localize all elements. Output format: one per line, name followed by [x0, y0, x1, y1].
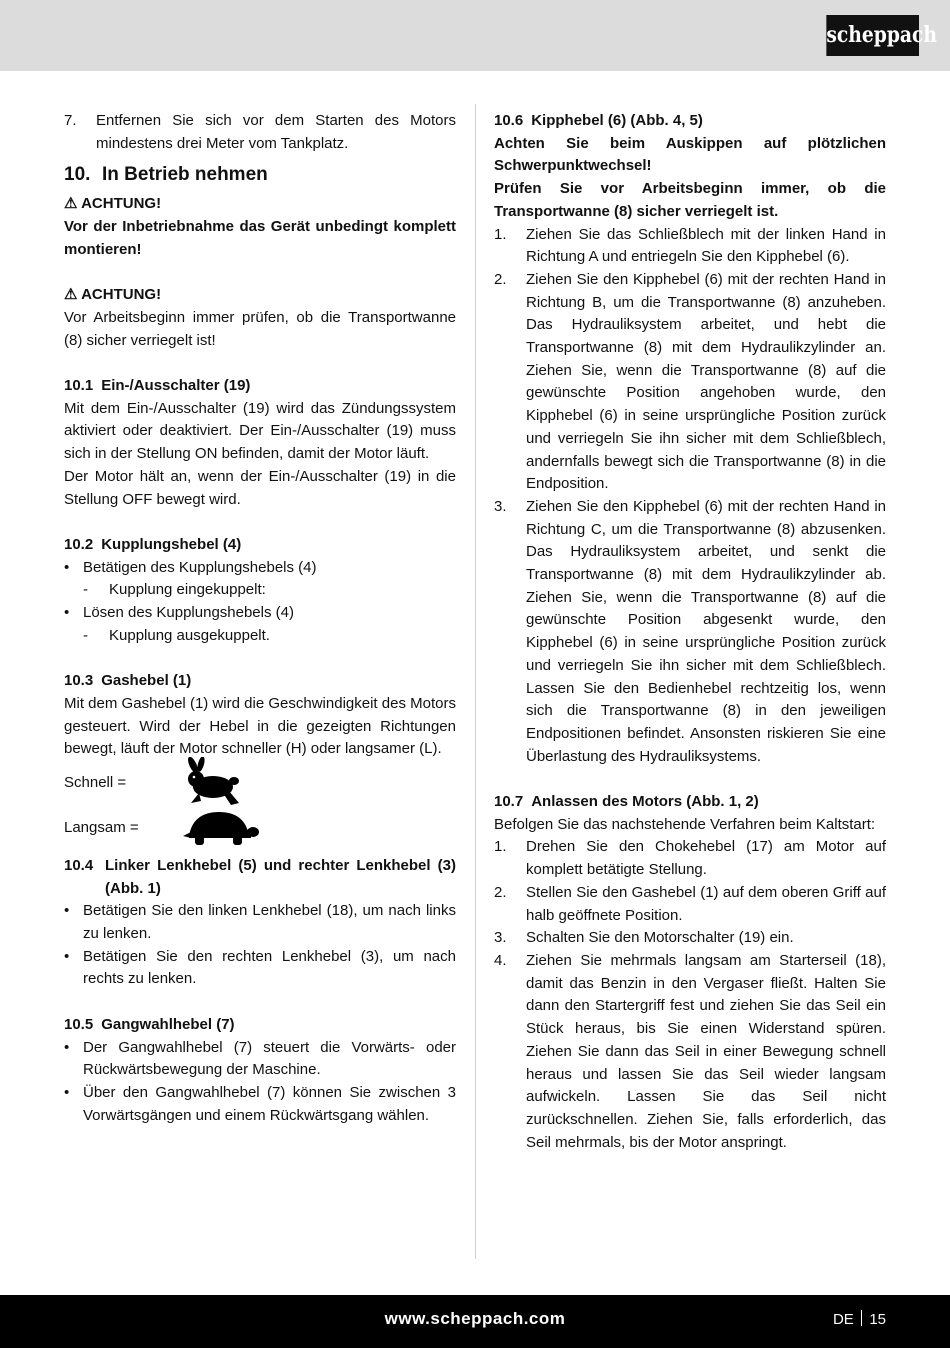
- warning-icon: ⚠: [64, 286, 78, 304]
- step-item: 3. Schalten Sie den Motorschalter (19) ein.: [494, 929, 794, 947]
- bullet-item: • Betätigen Sie den rechten Lenkhebel (3), um nach rechts zu lenken.: [64, 947, 456, 988]
- sub-item: - Kupplung ausgekuppelt.: [83, 626, 270, 644]
- warning-heading-2: ⚠ ACHTUNG!: [64, 286, 162, 304]
- section-heading-10-1: 10.1 Ein-/Ausschalter (19): [64, 377, 251, 394]
- section-heading-10-6: 10.6 Kipphebel (6) (Abb. 4, 5): [494, 112, 703, 129]
- fast-row: Schnell =: [64, 761, 456, 806]
- step-item: 4. Ziehen Sie mehrmals langsam am Starterseil (18), damit das Benzin in den Vergaser fließt. Halten Sie dann den Startergriff fest und ziehen Sie das Seil ein Stück heraus, bis Sie einen Widerstand spüren. Ziehen Sie dann das Seil in einer Bewegung schnell heraus und lassen Sie das Seil wieder langsam aufwickeln. Lassen Sie das Seil nicht zurückschnellen. Ziehen Sie, falls erforderlich, das Seil mehrmals, bis der Motor anspringt.: [494, 952, 886, 1151]
- paragraph: Befolgen Sie das nachstehende Verfahren beim Kaltstart:: [494, 815, 876, 833]
- step-item: 1. Ziehen Sie das Schließblech mit der linken Hand in Richtung A und entriegeln Sie den Kipphebel (6).: [494, 225, 886, 266]
- bullet-item: • Über den Gangwahlhebel (7) können Sie zwischen 3 Vorwärtsgängen und einem Rückwärtsgang wählen.: [64, 1083, 456, 1124]
- right-column: [494, 110, 886, 1154]
- footer-bar: [0, 1295, 950, 1348]
- section-heading-10-4: 10.4 Linker Lenkhebel (5) und rechter Lenkhebel (3) (Abb. 1): [64, 856, 456, 897]
- warning-text: Prüfen Sie vor Arbeitsbeginn immer, ob die Transportwanne (8) sicher verriegelt ist.: [494, 180, 886, 220]
- section-heading-10-2: 10.2 Kupplungshebel (4): [64, 535, 242, 553]
- section-heading-10-3: 10.3 Gashebel (1): [64, 672, 192, 690]
- warning-text-1: Vor der Inbetriebnahme das Gerät unbedingt komplett montieren!: [64, 218, 456, 258]
- section-heading-10-5: 10.5 Gangwahlhebel (7): [64, 1015, 235, 1033]
- bullet-item: • Der Gangwahlhebel (7) steuert die Vorwärts- oder Rückwärtsbewegung der Maschine.: [64, 1038, 456, 1079]
- bullet-item: • Betätigen Sie den linken Lenkhebel (18), um nach links zu lenken.: [64, 902, 456, 943]
- warning-icon: ⚠: [64, 195, 78, 213]
- warning-heading-1: ⚠ ACHTUNG!: [64, 195, 162, 213]
- list-item-7: 7. Entfernen Sie sich vor dem Starten des Motors mindestens drei Meter vom Tankplatz.: [64, 112, 456, 152]
- rabbit-icon: [179, 757, 243, 809]
- section-heading-10-7: 10.7 Anlassen des Motors (Abb. 1, 2): [494, 793, 759, 811]
- turtle-icon: [179, 808, 259, 848]
- website-link[interactable]: www.scheppach.com: [384, 1309, 566, 1328]
- header-bar: [0, 0, 950, 71]
- paragraph: Mit dem Ein-/Ausschalter (19) wird das Zündungssystem aktiviert oder deaktiviert. Der Ein-/Ausschalter (19) muss sich in der Stellung ON befinden, damit der Motor läuft.: [64, 399, 456, 463]
- step-item: 3. Ziehen Sie den Kipphebel (6) mit der rechten Hand in Richtung C, um die Transportwanne (8) abzusenken. Das Hydrauliksystem arbeitet, und senkt die Transportwanne (8) mit dem Hydraulikzylinder ab. Ziehen Sie, wenn die Transportwanne (8) auf die gewünschte Position abgesenkt wurde, den Kipphebel (6) in seine ursprüngliche Position zurück und verriegeln Sie ihn sicher mit dem Schließblech. Lassen Sie den Bedienhebel rechtzeitig los, wenn sich die Transportwanne (8) in den jeweiligen Endpositionen befindet. Ansonsten riskieren Sie eine Überlastung des Hydrauliksystems.: [494, 497, 886, 765]
- step-item: 2. Stellen Sie den Gashebel (1) auf dem oberen Griff auf halb geöffnete Position.: [494, 883, 886, 924]
- paragraph: Mit dem Gashebel (1) wird die Geschwindigkeit des Motors gesteuert. Wird der Hebel in die gezeigten Richtungen bewegt, läuft der Motor schneller (H) oder langsamer (L).: [64, 694, 456, 758]
- slow-row: Langsam =: [64, 806, 456, 851]
- bullet-item: • Lösen des Kupplungshebels (4): [64, 604, 294, 622]
- bullet-item: • Betätigen des Kupplungshebels (4): [64, 558, 317, 576]
- column-divider: [475, 104, 476, 1259]
- warning-text-2: Vor Arbeitsbeginn immer prüfen, ob die Transportwanne (8) sicher verriegelt ist!: [64, 308, 456, 349]
- brand-logo: scheppach: [826, 15, 919, 56]
- warning-text: Achten Sie beim Auskippen auf plötzlichen Schwerpunktwechsel!: [494, 134, 886, 175]
- section-heading-10: 10. In Betrieb nehmen: [64, 164, 268, 186]
- paragraph: Der Motor hält an, wenn der Ein-/Ausschalter (19) in die Stellung OFF bewegt wird.: [64, 467, 456, 508]
- step-item: 1. Drehen Sie den Chokehebel (17) am Motor auf komplett betätigte Stellung.: [494, 838, 886, 879]
- left-column: [64, 110, 456, 1127]
- page-number: DE 15: [832, 1311, 886, 1328]
- step-item: 2. Ziehen Sie den Kipphebel (6) mit der rechten Hand in Richtung B, um die Transportwanne (8) anzuheben. Das Hydrauliksystem arbeitet, und hebt die Transportwanne (8) mit dem Hydraulikzylinder an. Ziehen Sie, wenn die Transportwanne (8) auf die gewünschte Position angehoben wurde, den Kipphebel (6) in seine ursprüngliche Position zurück und verriegeln Sie ihn sicher mit dem Schließblech, andernfalls bewegt sich die Transportwanne (8) in die Endposition.: [494, 270, 886, 493]
- sub-item: - Kupplung eingekuppelt:: [83, 581, 266, 599]
